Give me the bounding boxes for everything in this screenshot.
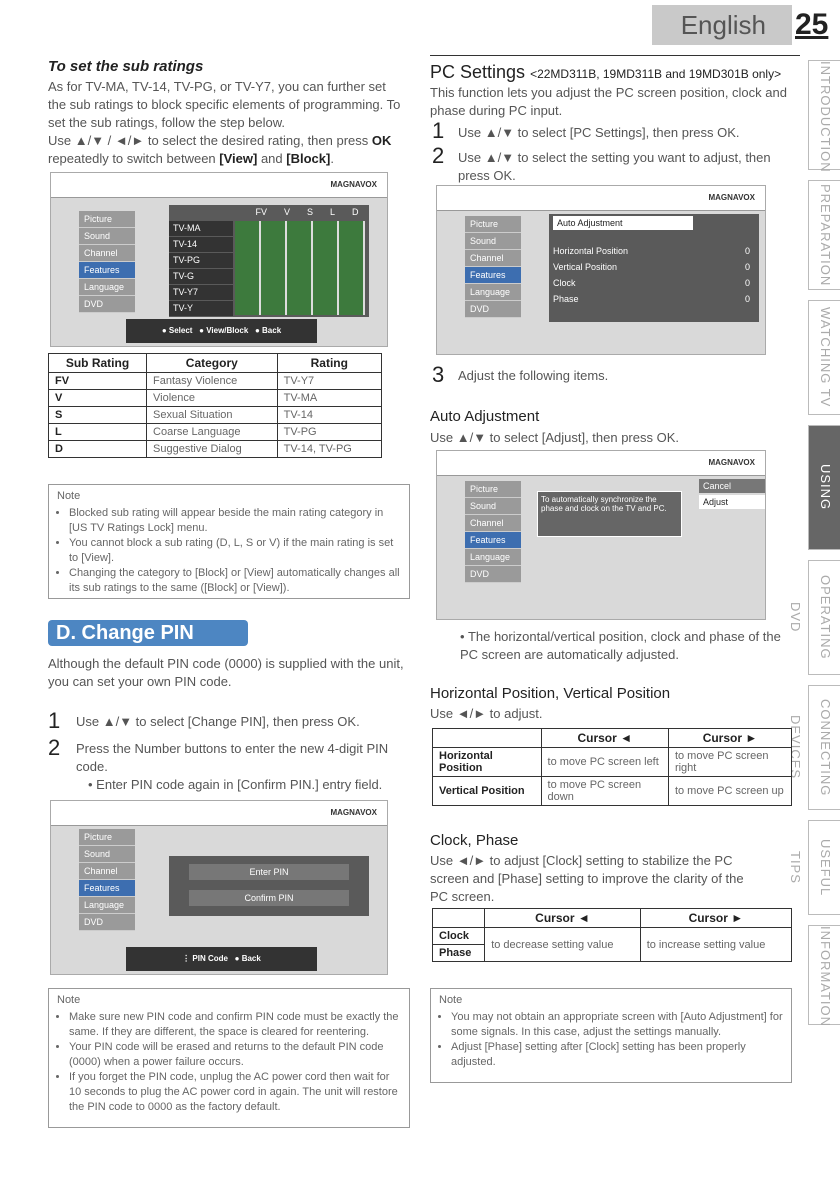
hv-position-table: Cursor ◄ Cursor ► Horizontal Position to move PC screen left to move PC screen right Vertical Position to move PC screen down to move PC screen up — [432, 728, 792, 806]
tab-information[interactable]: INFORMATION — [808, 925, 840, 1025]
tab-introduction[interactable]: INTRODUCTION — [808, 60, 840, 170]
pc-step3: Adjust the following items. — [458, 368, 609, 383]
sub-ratings-body: As for TV-MA, TV-14, TV-PG, or TV-Y7, you can further set the sub ratings to block specific elements of programming. To set the sub ratings, follow the step below. — [48, 79, 401, 130]
auto-adjust-popup: To automatically synchronize the phase and clock on the TV and PC. — [537, 491, 682, 537]
tab-connecting-devices[interactable]: CONNECTING DEVICES — [808, 685, 840, 810]
menu-item: DVD — [79, 296, 135, 313]
auto-adjustment-body: Use ▲/▼ to select [Adjust], then press OK. — [430, 430, 679, 445]
language-banner: English — [652, 5, 792, 45]
menu-item: Channel — [79, 245, 135, 262]
adjust-button: Adjust — [699, 495, 765, 509]
menu-item: Language — [79, 279, 135, 296]
pc-step2: Use ▲/▼ to select the setting you want to adjust, then press OK. — [458, 150, 771, 183]
clock-phase-body: Use ◄/► to adjust [Clock] setting to stabilize the PC screen and [Phase] setting to improve the clarity of the PC screen. — [430, 853, 744, 904]
pc-settings-body: This function lets you adjust the PC screen position, clock and phase during PC input. — [430, 85, 787, 118]
sub-ratings-instruction: Use ▲/▼ / ◄/► to select the desired rating, then press OK repeatedly to switch between [View] and [Block]. — [48, 133, 392, 166]
tab-operating-dvd[interactable]: OPERATING DVD — [808, 560, 840, 675]
hv-position-body: Use ◄/► to adjust. — [430, 706, 543, 721]
change-pin-body: Although the default PIN code (0000) is supplied with the unit, you can set your own PIN code. — [48, 656, 404, 689]
note-pin: Note • Make sure new PIN code and confirm PIN code must be exactly the same. If they are different, the space is cleared for reentering. • Your PIN code will be erased and returns to the default PIN code (0000) when a power failure occurs. • If you forget the PIN code, unplug the AC power cord then wait for 10 seconds to plug the AC power cord in again. The unit will restore the PIN code to 0000 as the factory default. — [48, 988, 410, 1128]
sub-ratings-title: To set the sub ratings — [48, 58, 204, 75]
brand-logo: MAGNAVOX — [330, 180, 377, 189]
page-number: 25 — [795, 8, 829, 41]
change-pin-step1: Use ▲/▼ to select [Change PIN], then press OK. — [76, 714, 360, 729]
menu-footer: ● Select ● View/Block ● Back — [126, 319, 317, 343]
pc-settings-panel: Auto Adjustment Horizontal Position Vertical Position Clock Phase 0 0 0 0 — [549, 214, 759, 322]
ratings-menu-screenshot — [50, 172, 388, 347]
ratings-grid: FV V S L D TV-MA TV-14 TV-PG TV-G TV-Y7 TV-Y — [169, 205, 369, 317]
pin-menu-screenshot: MAGNAVOX Picture Sound Channel Features Language DVD Enter PIN Confirm PIN ⋮ PIN Code ● Back — [50, 800, 388, 975]
menu-item: Picture — [79, 211, 135, 228]
change-pin-step2b: • Enter PIN code again in [Confirm PIN.] entry field. — [88, 777, 383, 792]
enter-pin-field: Enter PIN — [189, 864, 349, 880]
pin-entry-panel — [169, 856, 369, 916]
clock-phase-heading: Clock, Phase — [430, 832, 519, 849]
change-pin-step2: Press the Number buttons to enter the new 4-digit PIN code. — [76, 741, 389, 774]
cancel-button: Cancel — [699, 479, 765, 493]
menu-item: Sound — [79, 228, 135, 245]
hv-position-heading: Horizontal Position, Vertical Position — [430, 685, 671, 702]
pc-settings-menu-screenshot: MAGNAVOX Picture Sound Channel Features Language DVD Auto Adjustment Horizontal Position Vertical Position Clock Phase 0 0 0 0 — [436, 185, 766, 355]
auto-adjustment-heading: Auto Adjustment — [430, 408, 540, 425]
tab-watching-tv[interactable]: WATCHING TV — [808, 300, 840, 415]
auto-adjustment-bullet: • The horizontal/vertical position, clock and phase of the PC screen are automatically adjusted. — [460, 629, 781, 662]
note-sub-ratings: Note • Blocked sub rating will appear beside the main rating category in [US TV Ratings Lock] menu. • You cannot block a sub rating (D, L, S or V) if the main rating is set to [View]. • Changing the category to [Block] or [View] automatically changes all its sub ratings to the same ([Block] or [View]). — [48, 484, 410, 599]
menu-item: Features — [79, 262, 135, 279]
pc-settings-heading: PC Settings <22MD311B, 19MD311B and 19MD301B only> — [430, 62, 782, 82]
note-pc-settings: Note • You may not obtain an appropriate screen with [Auto Adjustment] for some signals. In this case, adjust the settings manually. • Adjust [Phase] setting after [Clock] setting has been properly adjusted. — [430, 988, 792, 1083]
tab-using-functions[interactable]: USING FUNCTIONS — [808, 425, 840, 550]
confirm-pin-field: Confirm PIN — [189, 890, 349, 906]
change-pin-heading: D. Change PIN — [48, 620, 248, 646]
tab-preparation[interactable]: PREPARATION — [808, 180, 840, 290]
pin-menu-footer: ⋮ PIN Code ● Back — [126, 947, 317, 971]
tab-useful-tips[interactable]: USEFUL TIPS — [808, 820, 840, 915]
clock-phase-table: Cursor ◄ Cursor ► Clock to decrease setting value to increase setting value Phase — [432, 908, 792, 962]
pc-step1: Use ▲/▼ to select [PC Settings], then press OK. — [458, 125, 740, 140]
sub-rating-table: Sub Rating Category Rating FV Fantasy Violence TV-Y7 V Violence TV-MA S Sexual Situation TV-14 L Coarse Language TV-PG D Suggestive Dialog TV-14, TV-PG — [48, 353, 382, 458]
auto-adjust-menu-screenshot: MAGNAVOX Picture Sound Channel Features Language DVD To automatically synchronize the phase and clock on the TV and PC. Cancel Adjust — [436, 450, 766, 620]
